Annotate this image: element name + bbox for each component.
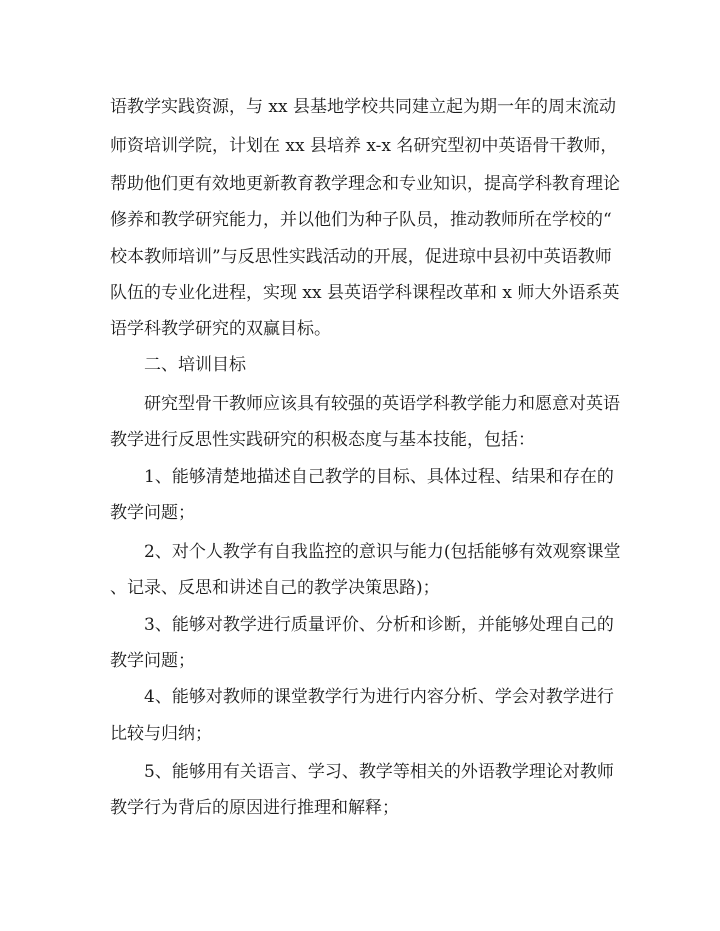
text-line-4: 修养和教学研究能力，并以他们为种子队员，推动教师所在学校的“ bbox=[110, 210, 612, 230]
list-item-2: 2、对个人教学有自我监控的意识与能力(包括能够有效观察课堂 bbox=[144, 542, 621, 562]
list-item-5: 5、能够用有关语言、学习、教学等相关的外语教学理论对教师 bbox=[144, 762, 614, 782]
text-line-5: 校本教师培训”与反思性实践活动的开展，促进琼中县初中英语教师 bbox=[110, 247, 612, 267]
text-line-3: 帮助他们更有效地更新教育教学理念和专业知识，提高学科教育理论 bbox=[110, 174, 620, 194]
text-line-7: 语学科教学研究的双赢目标。 bbox=[110, 319, 331, 339]
text-line-1: 语教学实践资源，与 xx 县基地学校共同建立起为期一年的周末流动 bbox=[110, 97, 616, 117]
text-line-10: 教学进行反思性实践研究的积极态度与基本技能，包括： bbox=[110, 430, 535, 450]
section-heading: 二、培训目标 bbox=[144, 355, 246, 375]
list-item-5-cont: 教学行为背后的原因进行推理和解释； bbox=[110, 798, 399, 818]
list-item-4-cont: 比较与归纳； bbox=[110, 724, 212, 744]
text-line-6: 队伍的专业化进程，实现 xx 县英语学科课程改革和 x 师大外语系英 bbox=[110, 283, 620, 303]
list-item-3-cont: 教学问题； bbox=[110, 651, 195, 671]
list-item-1: 1、能够清楚地描述自己教学的目标、具体过程、结果和存在的 bbox=[144, 467, 614, 487]
list-item-1-cont: 教学问题； bbox=[110, 503, 195, 523]
text-line-9: 研究型骨干教师应该具有较强的英语学科教学能力和愿意对英语 bbox=[144, 394, 620, 414]
list-item-2-cont: 、记录、反思和讲述自己的教学决策思路)； bbox=[110, 578, 440, 598]
text-line-2: 师资培训学院，计划在 xx 县培养 x-x 名研究型初中英语骨干教师， bbox=[110, 136, 618, 156]
list-item-4: 4、能够对教师的课堂教学行为进行内容分析、学会对教学进行 bbox=[144, 687, 614, 707]
list-item-3: 3、能够对教学进行质量评价、分析和诊断，并能够处理自己的 bbox=[144, 615, 614, 635]
